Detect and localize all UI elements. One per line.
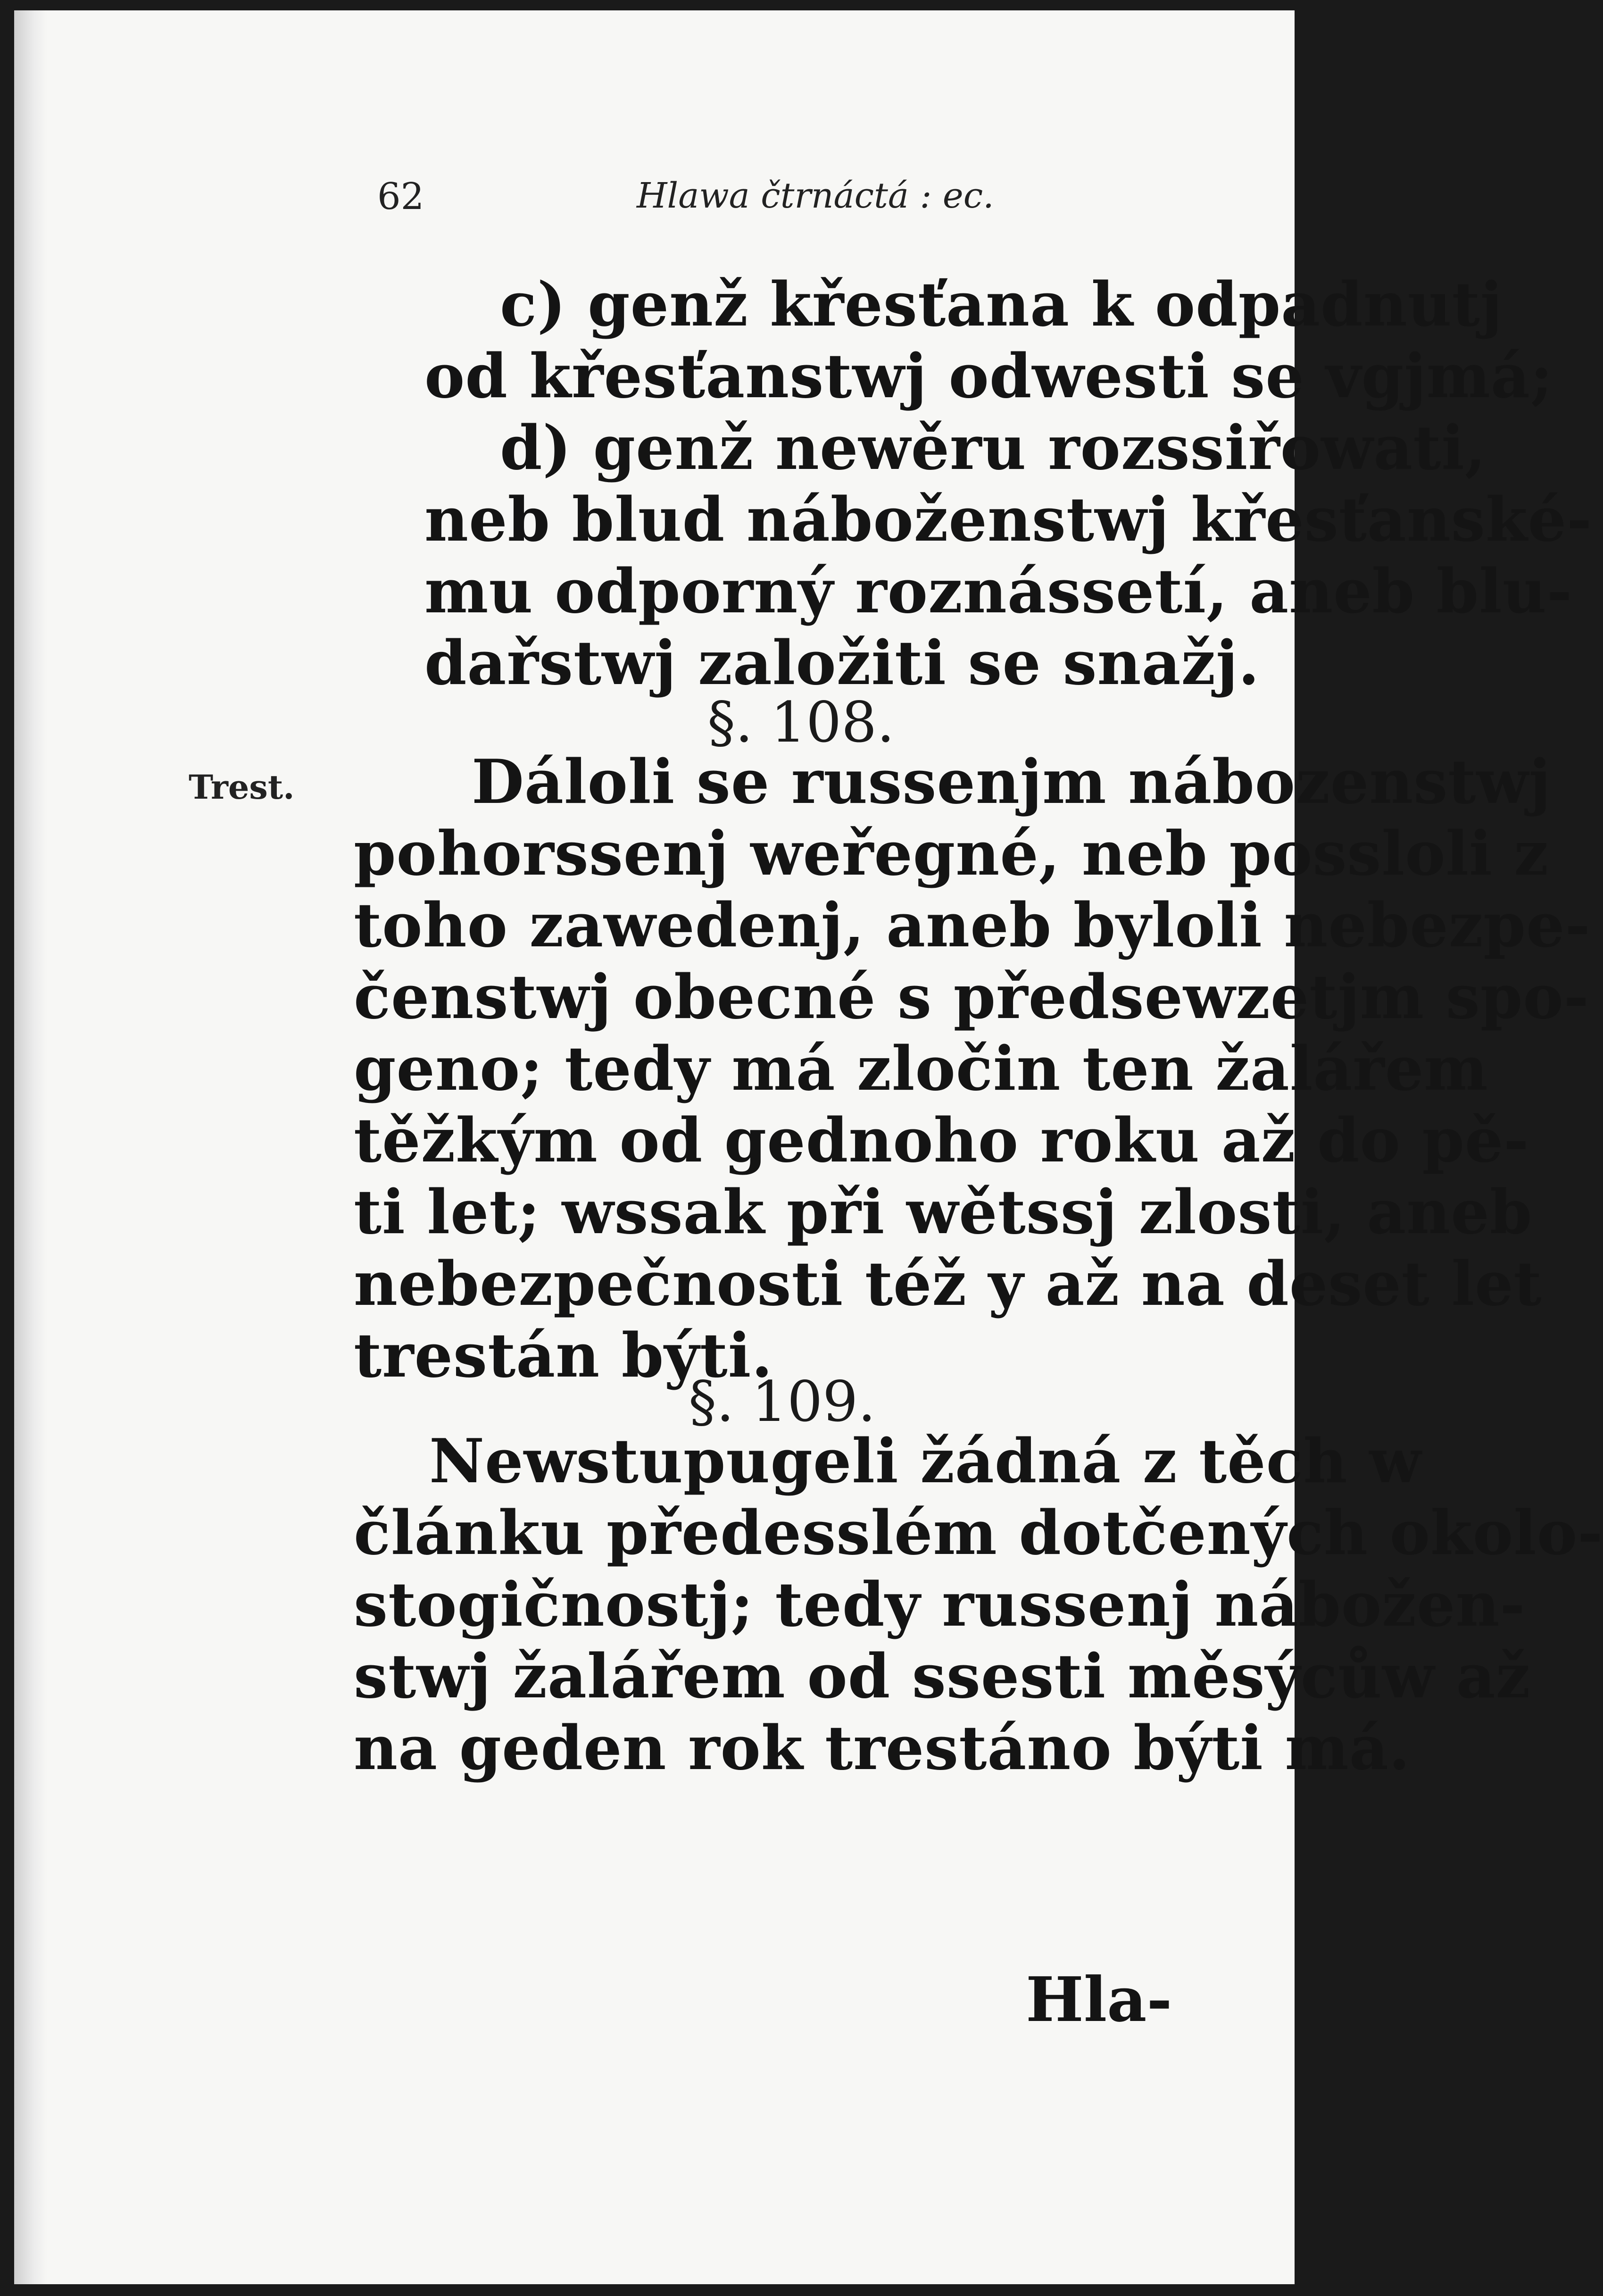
text-line: ti let; wssak při wětssj zlosti, aneb — [354, 1177, 1533, 1248]
text-line: mu odporný roznássetí, aneb blu- — [424, 556, 1572, 627]
text-line: čenstwj obecné s předsewzetjm spo- — [354, 962, 1589, 1033]
text-line: nebezpečnosti též y až na deset let — [354, 1249, 1542, 1319]
text-line: článku předesslém dotčených okolo- — [354, 1498, 1603, 1569]
text-line: trestán býti. — [354, 1320, 773, 1391]
page-spine-shadow — [14, 10, 47, 2284]
paragraph-section-109 — [354, 1426, 1603, 1784]
page-number: 62 — [377, 175, 424, 218]
text-line: neb blud náboženstwj křesťanské- — [424, 484, 1593, 555]
running-title: Hlawa čtrnáctá : ec. — [637, 175, 994, 216]
text-line: geno; tedy má zločin ten žalářem — [354, 1034, 1488, 1104]
text-line: stwj žalářem od ssesti měsýcůw až — [354, 1641, 1531, 1712]
text-line: pohorssenj weřegné, neb possloli z — [354, 818, 1549, 889]
margin-note: Trest. — [189, 768, 295, 807]
text-line: Newstupugeli žádná z těch w — [429, 1426, 1422, 1497]
text-line: na geden rok trestáno býti má. — [354, 1713, 1411, 1784]
text-line: stogičnostj; tedy russenj nábožen- — [354, 1570, 1526, 1640]
text-line: Dáloli se russenjm nábozenstwj — [472, 747, 1551, 818]
catchword: Hla- — [1026, 1963, 1172, 2036]
book-page — [14, 10, 1603, 2284]
paragraph-clauses — [424, 269, 1592, 699]
text-line: c) genž křesťana k odpadnutj — [500, 269, 1503, 340]
section-heading-109: §. 109. — [689, 1369, 876, 1434]
text-line: dařstwj založiti se snažj. — [424, 628, 1260, 699]
text-line: těžkým od gednoho roku až do pě- — [354, 1105, 1529, 1176]
section-heading-108: §. 108. — [707, 690, 895, 755]
text-line: d) genž newěru rozssiřowati, — [500, 413, 1487, 484]
page-header — [14, 175, 1295, 232]
text-line: od křesťanstwj odwesti se vgjmá; — [424, 341, 1553, 412]
text-line: toho zawedenj, aneb byloli nebezpe- — [354, 890, 1591, 961]
paragraph-section-108 — [354, 746, 1591, 1392]
